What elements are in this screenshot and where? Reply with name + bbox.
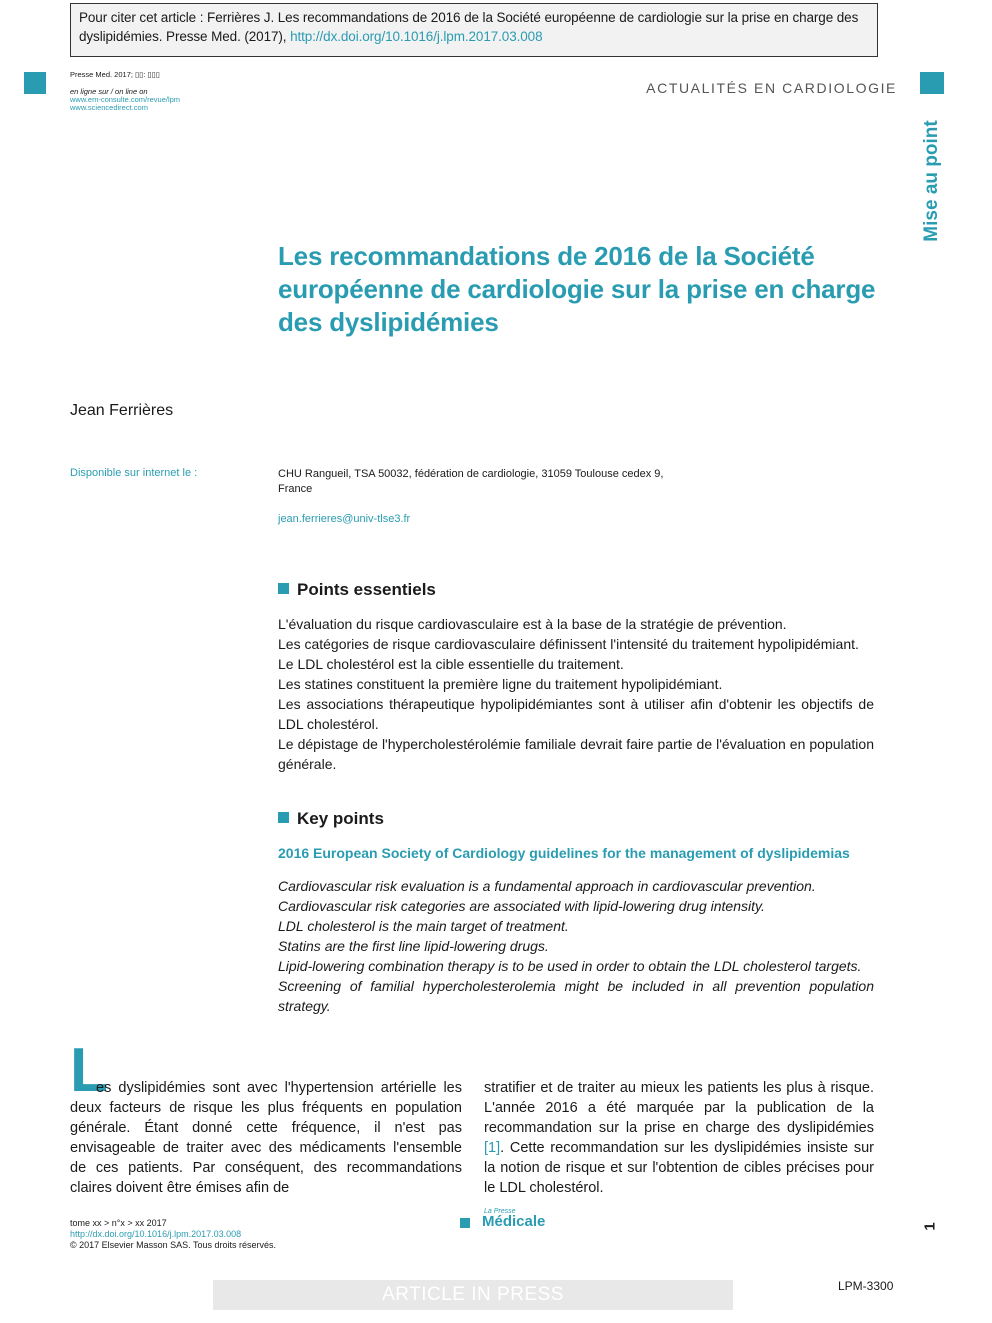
points-fr-item: Les statines constituent la première ligne du traitement hypolipidémiant. — [278, 676, 723, 692]
points-en-item: Lipid-lowering combination therapy is to be used in order to obtain the LDL cholesterol targets. — [278, 958, 862, 974]
page-number: 1 — [921, 1222, 939, 1231]
drop-cap: L — [70, 1036, 108, 1105]
article-code: LPM-3300 — [838, 1279, 894, 1293]
author-email[interactable]: jean.ferrieres@univ-tlse3.fr — [278, 513, 411, 525]
points-en-list — [278, 876, 874, 1016]
points-en-subtitle: 2016 European Society of Cardiology guidelines for the management of dyslipidemias — [278, 845, 850, 861]
corner-square-right — [920, 72, 944, 94]
body-column-1: es dyslipidémies sont avec l'hypertension artérielle les deux facteurs de risque les plus fréquents en population générale. Étant donné cette fréquence, il n'est pas envisageable de traiter avec des médicaments l'ensemble de ces patients. Par conséquent, des recommandations claires doivent être émises afin de — [70, 1080, 462, 1196]
body-column-2 — [484, 1078, 874, 1198]
points-en-item: Cardiovascular risk categories are associated with lipid-lowering drug intensity. — [278, 898, 765, 914]
footer-copyright: © 2017 Elsevier Masson SAS. Tous droits réservés. — [70, 1240, 277, 1250]
reference-link[interactable]: [1] — [484, 1140, 501, 1156]
footer-doi[interactable]: http://dx.doi.org/10.1016/j.lpm.2017.03.008 — [70, 1229, 242, 1239]
affiliation: CHU Rangueil, TSA 50032, fédération de cardiologie, 31059 Toulouse cedex 9, France — [278, 468, 664, 495]
points-en-item: LDL cholesterol is the main target of treatment. — [278, 918, 569, 934]
points-fr-item: Le LDL cholestérol est la cible essentielle du traitement. — [278, 656, 624, 672]
points-fr-item: Le dépistage de l'hypercholestérolémie familiale devrait faire partie de l'évaluation en population générale. — [278, 736, 874, 772]
points-fr-item: Les associations thérapeutique hypolipidémiantes sont à utiliser afin d'obtenir les objectifs de LDL cholestérol. — [278, 696, 874, 732]
footer-info — [70, 1218, 276, 1251]
points-en-item: Screening of familial hypercholesterolemia might be included in all prevention population strategy. — [278, 978, 874, 1014]
url-em-consulte[interactable]: www.em-consulte.com/revue/lpm — [70, 95, 181, 104]
body-col2-text-b: . Cette recommandation sur les dyslipidémies insiste sur la notion de risque et sur l'obtention de cibles précises pour le LDL cholestérol. — [484, 1140, 874, 1196]
citation-doi-link[interactable]: http://dx.doi.org/10.1016/j.lpm.2017.03.008 — [290, 29, 543, 44]
points-fr-item: Les catégories de risque cardiovasculaire définissent l'intensité du traitement hypolipidémiant. — [278, 636, 859, 652]
url-sciencedirect[interactable]: www.sciencedirect.com — [70, 103, 148, 112]
points-fr-item: L'évaluation du risque cardiovasculaire est à la base de la stratégie de prévention. — [278, 616, 787, 632]
journal-line: Presse Med. 2017; ▯▯: ▯▯▯ — [70, 70, 160, 79]
footer-volume: tome xx > n°x > xx 2017 — [70, 1218, 167, 1228]
points-en-item: Cardiovascular risk evaluation is a fundamental approach in cardiovascular prevention. — [278, 878, 816, 894]
citation-text: Pour citer cet article : Ferrières J. Les recommandations de 2016 de la Société européenne de cardiologie sur la prise en charge des dyslipidémies. Presse Med. (2017), — [79, 10, 859, 44]
points-fr-heading-text: Points essentiels — [297, 580, 436, 599]
logo-main-text: Médicale — [482, 1213, 546, 1230]
body-col2-text-a: stratifier et de traiter au mieux les patients les plus à risque. L'année 2016 a été marquée par la publication de la recommandation sur la prise en charge des dyslipidémies — [484, 1080, 874, 1136]
logo-square-icon — [460, 1218, 470, 1228]
available-label: Disponible sur internet le : — [70, 467, 198, 479]
side-label-text: Mise au point — [921, 120, 942, 242]
points-en-heading — [278, 809, 384, 829]
article-title: Les recommandations de 2016 de la Société européenne de cardiologie sur la prise en charge des dyslipidémies — [278, 241, 876, 337]
points-en-item: Statins are the first line lipid-lowering drugs. — [278, 938, 549, 954]
side-label — [918, 116, 946, 246]
points-fr-list — [278, 614, 874, 774]
article-in-press-banner: ARTICLE IN PRESS — [213, 1280, 733, 1310]
corner-square-left — [24, 72, 46, 94]
points-fr-heading — [278, 580, 436, 600]
citation-box — [70, 3, 878, 57]
heading-square-icon — [278, 812, 289, 823]
author-name: Jean Ferrières — [70, 402, 174, 419]
online-label: en ligne sur / on line on — [70, 87, 148, 96]
logo-top-text: La Presse — [484, 1208, 516, 1215]
heading-square-icon — [278, 583, 289, 594]
section-label: ACTUALITÉS EN CARDIOLOGIE — [646, 80, 897, 96]
points-en-heading-text: Key points — [297, 809, 384, 828]
